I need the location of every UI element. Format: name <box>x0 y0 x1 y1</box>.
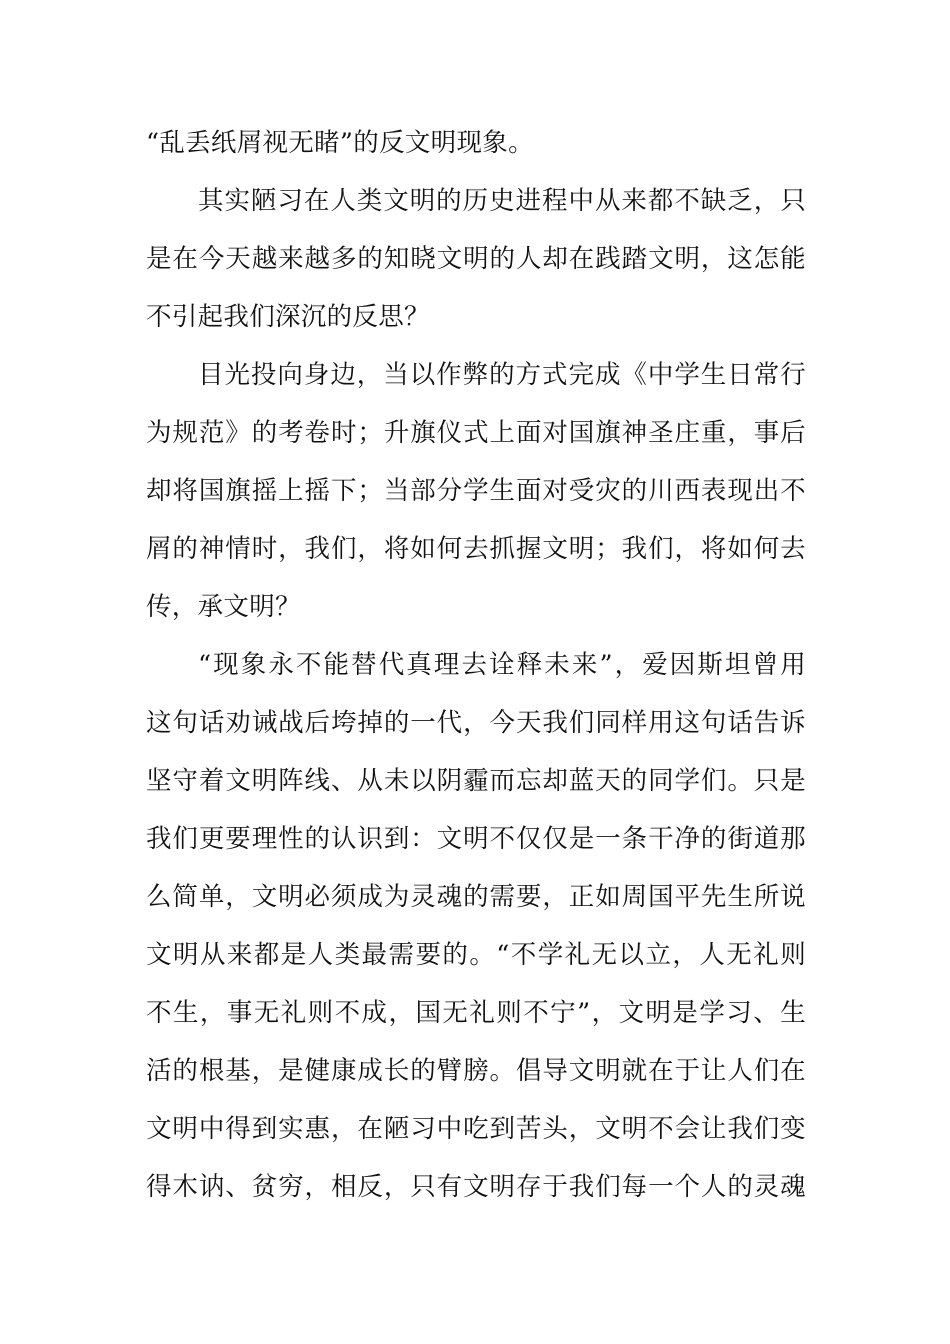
paragraph-line: 却将国旗摇上摇下；当部分学生面对受灾的川西表现出不 <box>146 476 806 506</box>
paragraph-line: 为规范》的考卷时；升旗仪式上面对国旗神圣庄重，事后 <box>146 418 806 448</box>
paragraph-line: 这句话劝诫战后垮掉的一代，今天我们同样用这句话告诉 <box>146 708 806 738</box>
paragraph-line: 我们更要理性的认识到：文明不仅仅是一条干净的街道那 <box>146 824 806 854</box>
paragraph-line: 活的根基，是健康成长的臂膀。倡导文明就在于让人们在 <box>146 1056 806 1086</box>
body-text <box>146 114 806 1216</box>
paragraph-line: 文明中得到实惠，在陋习中吃到苦头，文明不会让我们变 <box>146 1114 806 1144</box>
paragraph-line: “现象永不能替代真理去诠释未来”，爱因斯坦曾用 <box>198 650 806 680</box>
paragraph-line: 文明从来都是人类最需要的。“不学礼无以立，人无礼则 <box>146 940 806 970</box>
paragraph-line: “乱丢纸屑视无睹”的反文明现象。 <box>146 128 534 158</box>
paragraph-line: 么简单，文明必须成为灵魂的需要，正如周国平先生所说 <box>146 882 806 912</box>
paragraph-line: 其实陋习在人类文明的历史进程中从来都不缺乏，只 <box>198 186 806 216</box>
paragraph-line: 屑的神情时，我们，将如何去抓握文明；我们，将如何去 <box>146 534 806 564</box>
paragraph-line: 传，承文明？ <box>146 592 301 622</box>
paragraph-line: 坚守着文明阵线、从未以阴霾而忘却蓝天的同学们。只是 <box>146 766 806 796</box>
paragraph-line: 不生，事无礼则不成，国无礼则不宁”，文明是学习、生 <box>146 998 806 1028</box>
paragraph-line: 得木讷、贫穷，相反，只有文明存于我们每一个人的灵魂 <box>146 1172 806 1202</box>
paragraph-line: 是在今天越来越多的知晓文明的人却在践踏文明，这怎能 <box>146 244 806 274</box>
paragraph-line: 目光投向身边，当以作弊的方式完成《中学生日常行 <box>198 360 806 390</box>
paragraph-line: 不引起我们深沉的反思？ <box>146 302 430 332</box>
